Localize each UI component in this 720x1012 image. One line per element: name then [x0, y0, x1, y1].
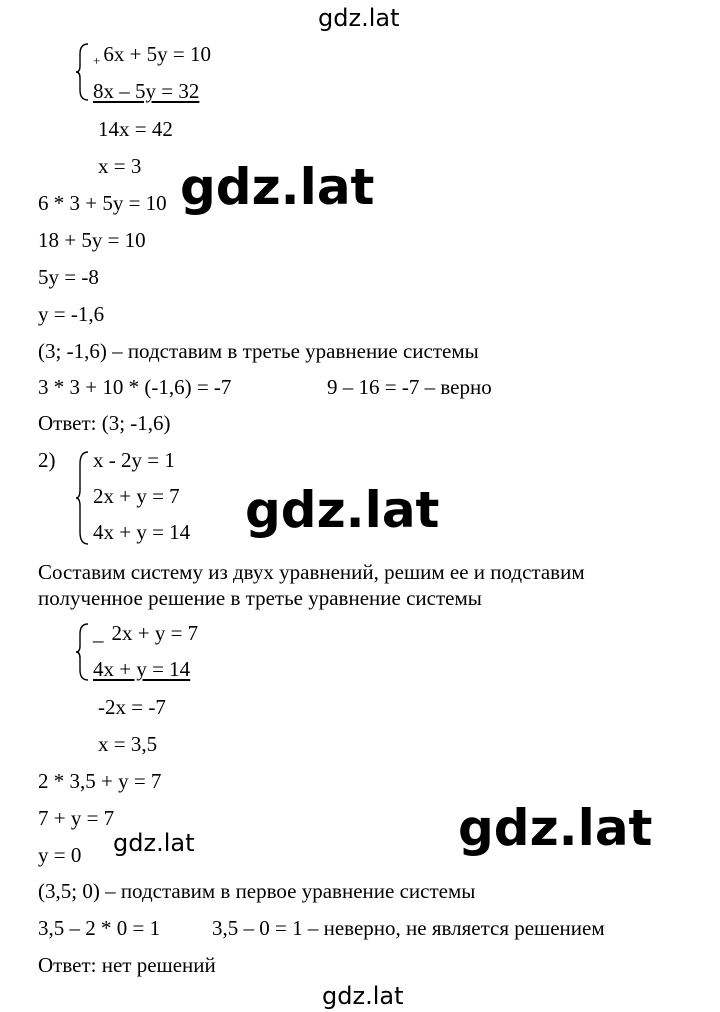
substitute-2: (3,5; 0) – подставим в первое уравнение системы: [38, 879, 476, 903]
system1-eq2: 8x – 5y = 32: [93, 79, 200, 103]
explanation-line-1: Составим систему из двух уравнений, решим ее и подставим: [38, 560, 585, 584]
step-1-1: 14x = 42: [98, 117, 173, 141]
step-1-4: 18 + 5y = 10: [38, 228, 146, 252]
step-2-1: -2x = -7: [98, 695, 166, 719]
plus-sign: +: [93, 53, 101, 68]
step-1-3: 6 * 3 + 5y = 10: [38, 191, 167, 215]
system1-eq1: 6x + 5y = 10: [103, 42, 212, 66]
system3-eq2: 4x + y = 14: [93, 657, 191, 681]
problem-number-2: 2): [38, 448, 56, 472]
minus-sign: _: [93, 621, 104, 645]
step-1-6: y = -1,6: [38, 302, 105, 326]
system3-eq1: 2x + y = 7: [111, 621, 199, 645]
system2-eq1: x - 2y = 1: [93, 448, 175, 472]
answer-2: Ответ: нет решений: [38, 953, 216, 977]
substitute-1: (3; -1,6) – подставим в третье уравнение системы: [38, 339, 479, 363]
system2-eq2: 2x + y = 7: [93, 484, 180, 508]
explanation-line-2: полученное решение в третье уравнение системы: [38, 586, 482, 610]
watermark-top: gdz.lat: [318, 4, 400, 32]
step-1-2: x = 3: [98, 154, 142, 178]
step-1-5: 5y = -8: [38, 265, 99, 289]
system-brace-2: [76, 450, 90, 546]
system3-eq1-line: [93, 621, 198, 645]
step-2-3: 2 * 3,5 + y = 7: [38, 769, 162, 793]
watermark-large-2: gdz.lat: [245, 481, 440, 539]
system2-eq3: 4x + y = 14: [93, 520, 191, 544]
system1-eq1-line: [93, 42, 211, 73]
answer-1: Ответ: (3; -1,6): [38, 411, 171, 435]
check-2-left: 3,5 – 2 * 0 = 1: [38, 916, 161, 940]
step-2-2: x = 3,5: [98, 732, 158, 756]
system-brace-1: [76, 42, 90, 102]
watermark-large-1: gdz.lat: [180, 158, 375, 216]
watermark-bottom: gdz.lat: [322, 982, 404, 1010]
step-2-5: y = 0: [38, 843, 82, 867]
step-2-4: 7 + y = 7: [38, 806, 115, 830]
watermark-large-3: gdz.lat: [458, 799, 653, 857]
check-2-right: 3,5 – 0 = 1 – неверно, не является решением: [212, 916, 605, 940]
check-1-right: 9 – 16 = -7 – верно: [327, 375, 492, 399]
system-brace-3: [76, 622, 90, 682]
watermark-small-mid: gdz.lat: [113, 829, 195, 857]
check-1-left: 3 * 3 + 10 * (-1,6) = -7: [38, 375, 232, 399]
